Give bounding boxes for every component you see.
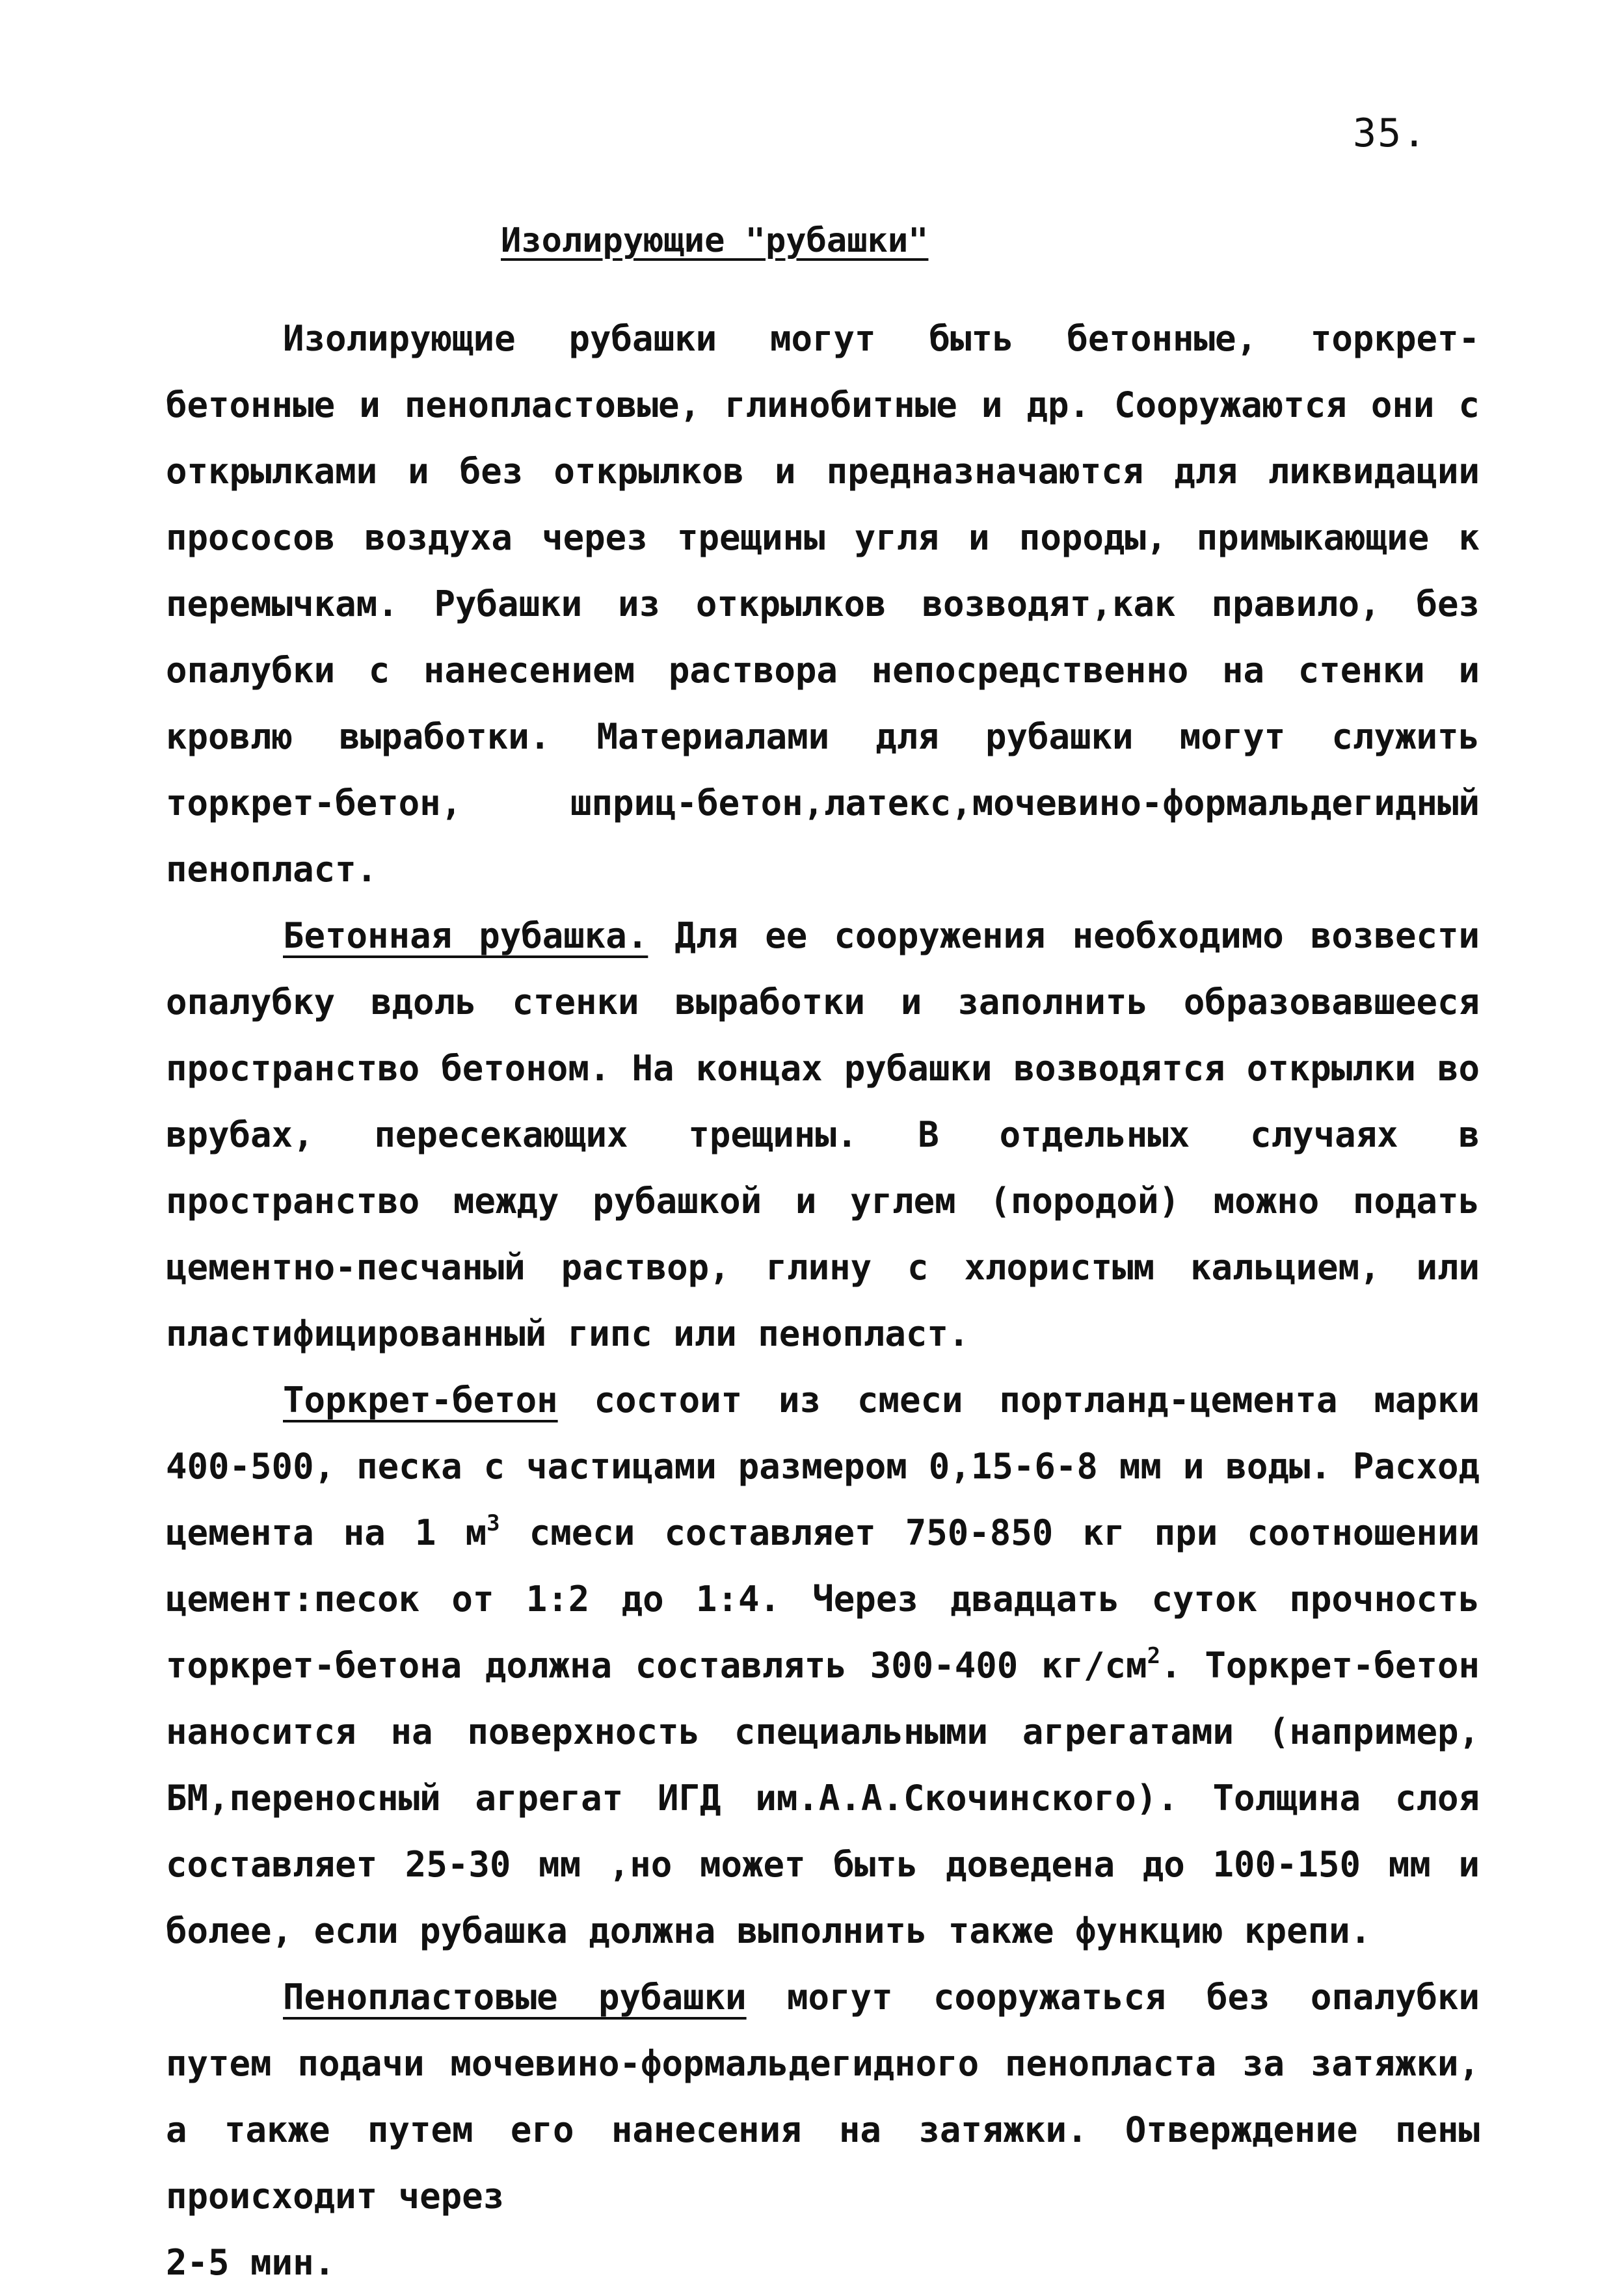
paragraph-shotcrete bbox=[166, 1367, 1480, 1964]
paragraph-concrete-jacket-heading: Бетонная рубашка. bbox=[283, 915, 648, 956]
paragraph-concrete-jacket bbox=[166, 903, 1480, 1367]
paragraph-foam-jacket-last-line: 2-5 мин. bbox=[166, 2242, 336, 2283]
document-body bbox=[166, 306, 1480, 2296]
paragraph-shotcrete-heading: Торкрет-бетон bbox=[283, 1380, 558, 1421]
paragraph-intro-text: Изолирующие рубашки могут быть бетонные, торкрет-бетонные и пенопластовые, глинобитные и др. Сооружаются они с открылками и без открылков и предназначаются для ликвидации прососов воздуха через трещины угля и породы, примыкающие к перемычкам. Рубашки из открылков возводят,как правило, без опалубки с нанесением раствора непосредственно на стенки и кровлю выработки. Материалами для рубашки могут служить торкрет-бетон, шприц-бетон,латекс,мочевино-формальдегидный пенопласт. bbox=[166, 318, 1480, 890]
paragraph-intro bbox=[166, 306, 1480, 903]
paragraph-shotcrete-text-b: смеси составляет 750-850 кг при соотношении цемент:песок от 1:2 до 1:4. Через двадцать суток прочность торкрет-бетона должна составлять 300-400 кг/см bbox=[166, 1512, 1480, 1686]
paragraph-shotcrete-text-c: . Торкрет-бетон наносится на поверхность специальными агрегатами (например, БМ,переносный агрегат ИГД им.А.А.Скочинского). Толщина слоя составляет 25-30 мм ,но может быть доведена до 100-150 мм и более, если рубашка должна выполнить также функцию крепи. bbox=[166, 1645, 1480, 1951]
superscript-square: 2 bbox=[1147, 1643, 1161, 1669]
paragraph-foam-jacket-text: могут сооружаться без опалубки путем подачи мочевино-формальдегидного пенопласта за затяжки, а также путем его нанесения на затяжки. Отверждение пены происходит через bbox=[166, 1977, 1480, 2217]
page-number: 35. bbox=[1353, 111, 1428, 156]
paragraph-foam-jacket bbox=[166, 1964, 1480, 2230]
paragraph-shotcrete-text-a: состоит из смеси портланд-цемента марки 400-500, песка с частицами размером 0,15-6-8 мм и воды. Расход цемента на 1 м bbox=[166, 1380, 1480, 1553]
paragraph-concrete-jacket-text: Для ее сооружения необходимо возвести опалубку вдоль стенки выработки и заполнить образовавшееся пространство бетоном. На концах рубашки возводятся открылки во врубах, пересекающих трещины. В отдельных случаях в пространство между рубашкой и углем (породой) можно подать цементно-песчаный раствор, глину с хлористым кальцием, или пластифицированный гипс или пенопласт. bbox=[166, 915, 1480, 1354]
section-title: Изолирующие "рубашки" bbox=[501, 221, 929, 260]
paragraph-foam-jacket-heading: Пенопластовые рубашки bbox=[283, 1977, 747, 2018]
superscript-cubic: 3 bbox=[487, 1510, 500, 1536]
